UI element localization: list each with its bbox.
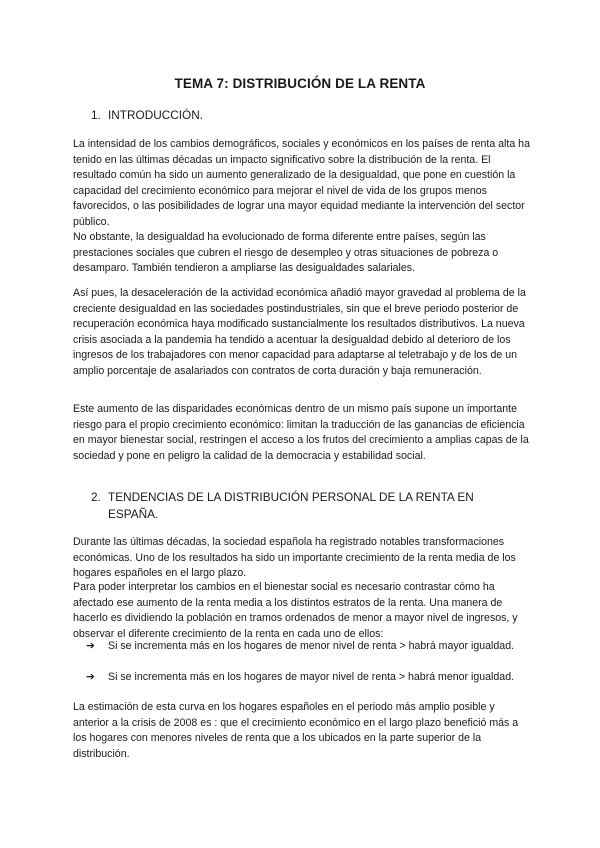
paragraph: Así pues, la desaceleración de la actividad económica añadió mayor gravedad al problema de la creciente desigualdad en las sociedades postindustriales, sin que el breve periodo posterior de recuperación económica haya modificado sustancialmente los resultados distributivos. La nueva crisis asociada a la pandemia ha tendido a acentuar la desigualdad debido al deterioro de los ingresos de los trabajadores con menor capacidad para adaptarse al teletrabajo y de los de un amplio porcentaje de asalariados con contratos de corta duración y baja remuneración.	[73, 287, 526, 377]
paragraph: No obstante, la desigualdad ha evolucionado de forma diferente entre países, según las prestaciones sociales que cubren el riesgo de desempleo y otras situaciones de pobreza o desamparo. También tendieron a ampliarse las desigualdades salariales.	[73, 231, 499, 274]
section-1-number: 1.	[91, 108, 101, 122]
arrow-icon: ➔	[86, 640, 95, 652]
section-2-heading	[91, 489, 541, 523]
paragraph: La estimación de esta curva en los hogares españoles en el periodo más amplio posible y anterior a la crisis de 2008 es : que el crecimiento económico en el largo plazo benefició más a los hogares con menores niveles de renta que a los ubicados en la parte superior de la distribución.	[73, 701, 519, 760]
arrow-icon: ➔	[86, 671, 95, 683]
paragraph: Para poder interpretar los cambios en el bienestar social es necesario contrastar cómo ha afectado ese aumento de la renta media a los distintos estratos de la renta. Una manera de hacerlo es dividiendo la población en tramos ordenados de menor a mayor nivel de ingresos, y observar el diferente crecimiento de la renta en cada uno de ellos:	[73, 581, 518, 640]
section-2-title-line1: TENDENCIAS DE LA DISTRIBUCIÓN PERSONAL DE LA RENTA EN	[108, 490, 474, 504]
document-title: TEMA 7: DISTRIBUCIÓN DE LA RENTA	[174, 76, 426, 91]
section-2-number: 2.	[91, 490, 101, 504]
paragraph: Durante las últimas décadas, la sociedad española ha registrado notables transformaciones económicas. Uno de los resultados ha sido un importante crecimiento de la renta media de los hogares españoles en el largo plazo.	[73, 536, 516, 579]
bullet-text: Si se incrementa más en los hogares de mayor nivel de renta > habrá menor igualdad.	[108, 671, 515, 683]
section-1-title: INTRODUCCIÓN.	[108, 108, 204, 122]
paragraph: Este aumento de las disparidades económicas dentro de un mismo país supone un importante riesgo para el propio crecimiento económico: limitan la traducción de las ganancias de eficiencia en mayor bienestar social, restringen el acceso a los frutos del crecimiento a amplias capas de la sociedad y pone en peligro la calidad de la democracia y estabilidad social.	[73, 403, 529, 462]
paragraph: La intensidad de los cambios demográficos, sociales y económicos en los países de renta alta ha tenido en las últimas décadas un impacto significativo sobre la distribución de la renta. El resultado común ha sido un aumento generalizado de la desigualdad, que pone en cuestión la capacidad del crecimiento económico para mejorar el nivel de vida de los grupos menos favorecidos, o las posibilidades de lograr una mayor equidad mediante la intervención del sector público.	[73, 138, 530, 228]
bullet-text: Si se incrementa más en los hogares de menor nivel de renta > habrá mayor igualdad.	[108, 640, 515, 652]
section-2-title-line2: ESPAÑA.	[108, 507, 159, 521]
